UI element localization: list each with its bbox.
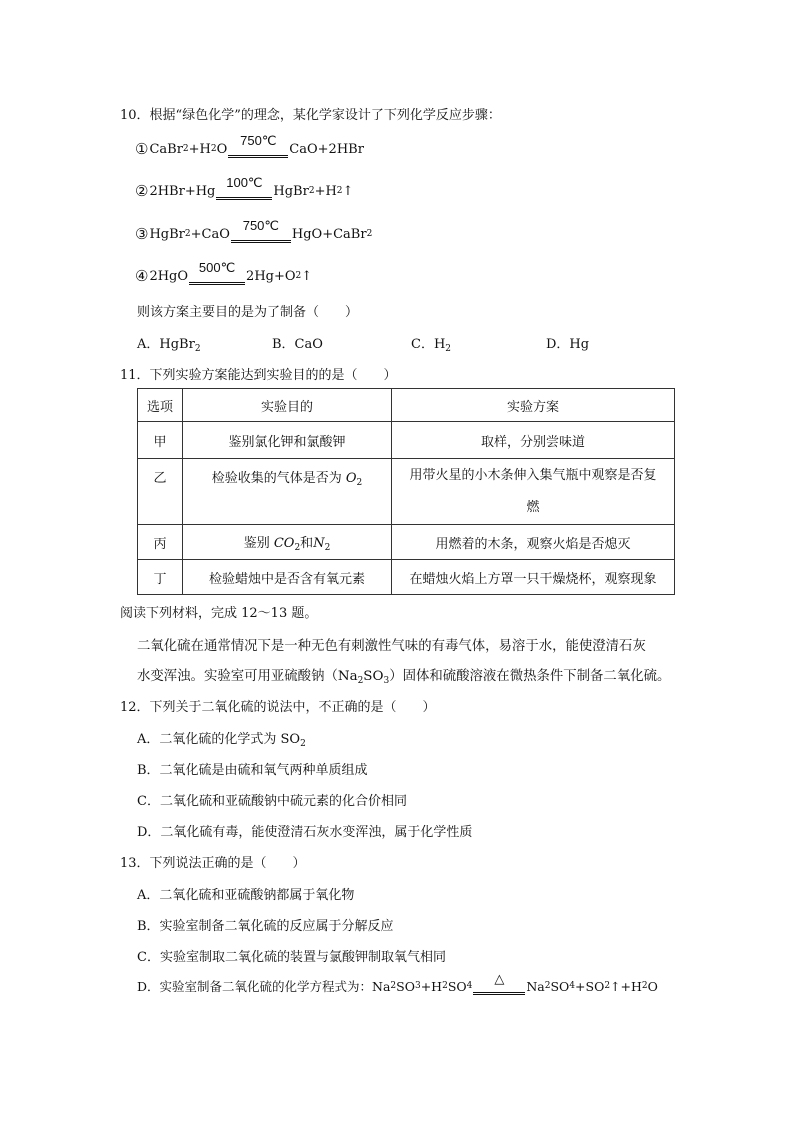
table-row xyxy=(138,459,675,525)
table-header-row xyxy=(138,389,675,422)
heat-condition-icon: △ xyxy=(473,978,525,995)
q10-step-3: ③ HgBr 2 +CaO 750℃ HgO+CaBr 2 xyxy=(135,218,373,243)
q10-stem: 10．根据“绿色化学”的理念，某化学家设计了下列化学反应步骤： xyxy=(120,108,501,123)
header-option: 选项 xyxy=(138,389,183,422)
table-row xyxy=(138,422,675,459)
row-goal: 检验蜡烛中是否含有氧元素 xyxy=(183,560,392,595)
q12-option-d[interactable]: D．二氧化硫有毒，能使澄清石灰水变浑浊，属于化学性质 xyxy=(137,825,473,840)
reaction-condition: 750℃ xyxy=(228,140,288,158)
q10-step-4: ④ 2HgO 500℃ 2Hg+O 2 ↑ xyxy=(135,260,313,285)
header-goal: 实验目的 xyxy=(183,389,392,422)
q11-stem: 11．下列实验方案能达到实验目的的是（ ） xyxy=(120,368,397,383)
step-number: ② xyxy=(135,182,149,200)
q13-option-a[interactable]: A．二氧化硫和亚硫酸钠都属于氧化物 xyxy=(137,888,355,903)
step-number: ① xyxy=(135,140,149,158)
q13-option-c[interactable]: C．实验室制取二氧化硫的装置与氯酸钾制取氧气相同 xyxy=(137,950,446,965)
row-goal: 鉴别 $CO_2$和$N_2$ xyxy=(183,525,392,560)
reading-intro: 阅读下列材料，完成 12～13 题。 xyxy=(120,606,318,621)
header-plan: 实验方案 xyxy=(392,389,675,422)
reaction-condition: 500℃ xyxy=(189,267,245,285)
q12-option-c[interactable]: C．二氧化硫和亚硫酸钠中硫元素的化合价相同 xyxy=(137,794,407,809)
q10-step-2: ② 2HBr+Hg 100℃ HgBr 2 +H 2 ↑ xyxy=(135,175,354,200)
row-plan: 用燃着的木条，观察火焰是否熄灭 xyxy=(392,525,675,560)
row-plan: 在蜡烛火焰上方罩一只干燥烧杯，观察现象 xyxy=(392,560,675,595)
q10-option-b[interactable]: B．CaO xyxy=(272,337,323,352)
q10-question: 则该方案主要目的是为了制备（ ） xyxy=(137,305,359,320)
experiment-table xyxy=(137,388,675,595)
row-goal: 鉴别氯化钾和氯酸钾 xyxy=(183,422,392,459)
q13-stem: 13．下列说法正确的是（ ） xyxy=(120,856,306,871)
row-option: 丙 xyxy=(138,525,183,560)
row-goal: 检验收集的气体是否为 $O_2$ xyxy=(183,459,392,525)
q12-option-a[interactable]: A．二氧化硫的化学式为 $SO_2$ xyxy=(137,732,306,749)
row-option: 甲 xyxy=(138,422,183,459)
q12-option-b[interactable]: B．二氧化硫是由硫和氧气两种单质组成 xyxy=(137,763,368,778)
table-row xyxy=(138,560,675,595)
step-number: ④ xyxy=(135,267,149,285)
q13-option-b[interactable]: B．实验室制备二氧化硫的反应属于分解反应 xyxy=(137,919,394,934)
q12-stem: 12．下列关于二氧化硫的说法中，不正确的是（ ） xyxy=(120,700,436,715)
reaction-condition: 750℃ xyxy=(231,225,291,243)
q10-option-c[interactable]: C．$H_2$ xyxy=(411,337,452,354)
row-plan: 用带火星的小木条伸入集气瓶中观察是否复 燃 xyxy=(392,459,675,525)
row-option: 丁 xyxy=(138,560,183,595)
reading-paragraph-line-2: 水变浑浊。实验室可用亚硫酸钠$(Na_2SO_3)$固体和硫酸溶液在微热条件下制备二氧化硫。 xyxy=(137,669,671,686)
table-row xyxy=(138,525,675,560)
reaction-condition: 100℃ xyxy=(216,182,272,200)
reading-paragraph-line-1: 二氧化硫在通常情况下是一种无色有刺激性气味的有毒气体，易溶于水，能使澄清石灰 xyxy=(137,639,646,654)
q13-option-d[interactable]: D．实验室制备二氧化硫的化学方程式为：Na 2 SO 3 +H 2 SO 4 △ Na 2 SO 4 +SO 2 ↑+H 2 O xyxy=(137,970,658,994)
step-number: ③ xyxy=(135,225,149,243)
q10-option-d[interactable]: D．Hg xyxy=(546,337,590,352)
q10-option-a[interactable]: A．HgBr$_2$ xyxy=(137,337,201,354)
row-plan: 取样，分别尝味道 xyxy=(392,422,675,459)
q10-step-1: ① CaBr 2 +H 2 O 750℃ CaO+2HBr xyxy=(135,133,364,158)
row-option: 乙 xyxy=(138,459,183,525)
